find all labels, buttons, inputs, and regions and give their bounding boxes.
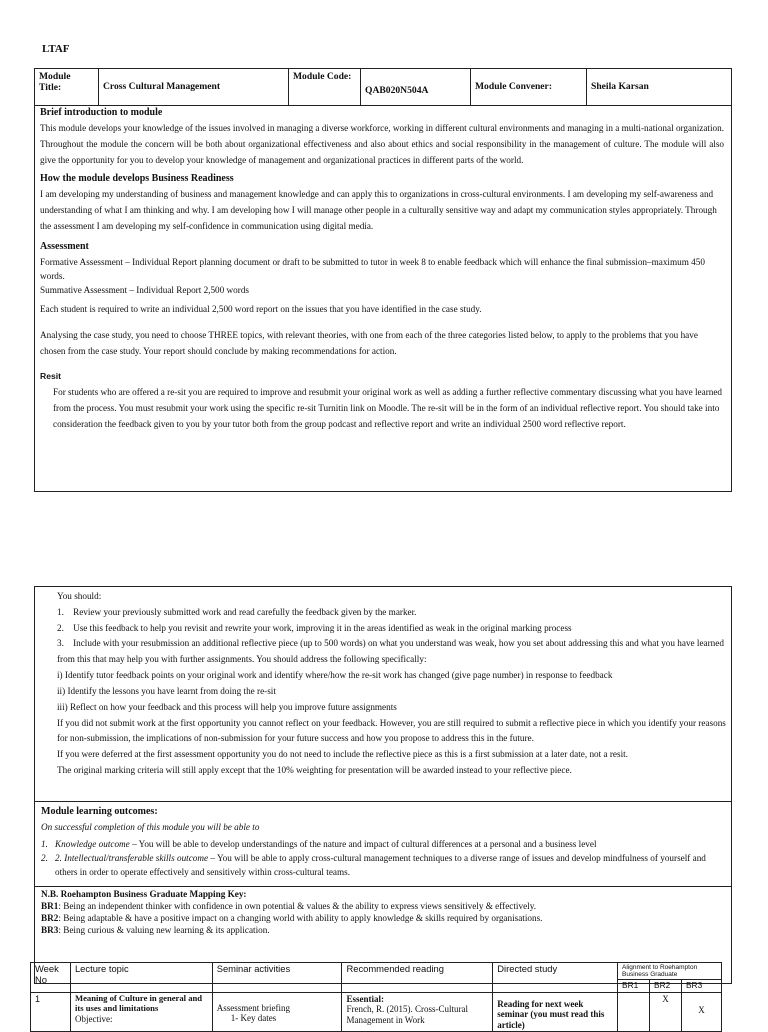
- module-header-row: [35, 69, 731, 106]
- br1-cell: [618, 992, 650, 1031]
- you-should-intro: You should:: [57, 591, 102, 601]
- intro-heading: Brief introduction to module: [40, 107, 163, 118]
- outcome-number: 1.: [41, 839, 48, 850]
- seminar-activity: Assessment briefing: [216, 1002, 290, 1013]
- doc-label: LTAF: [42, 43, 70, 55]
- mapping-item: [41, 913, 725, 925]
- outcome-title: Knowledge outcome: [55, 839, 130, 850]
- outcome-text: – You will be able to apply cross-cultural management techniques to a diverse range of issues and develop mindfulness of yourself and others in order to operate effectively and sensitively within cross-cultural teams.: [55, 853, 706, 878]
- mapping-text: : Being adaptable & have a positive impact on a changing world with ability to apply knowledge & skills required by organisations.: [58, 912, 543, 923]
- mapping-item: [41, 925, 725, 937]
- intro-text: This module develops your knowledge of the issues involved in managing a diverse workforce, working in different cultural environments and managing in a multi-national organization. Throughout the module the concern will be both about organizational effectiveness and also about ethics and social responsibility in the management of culture. The module will also give the opportunity for you to develop your knowledge of management and organizational practices in different parts of the world.: [40, 123, 724, 166]
- module-body: [40, 105, 724, 432]
- item-text: Review your previously submitted work and read carefully the feedback given by the marker.: [73, 606, 417, 617]
- module-convener-value: Sheila Karsan: [591, 81, 649, 92]
- criteria-text: The original marking criteria will still apply except that the 10% weighting for presentation will be awarded instead to your reflective piece.: [57, 765, 572, 776]
- item-text: Use this feedback to help you revisit and rewrite your work, improving it in the areas identified as weak in the original marking process: [73, 622, 572, 633]
- you-should-section: [57, 589, 727, 779]
- schedule-table: [30, 962, 722, 1032]
- header-week: Week No: [31, 963, 71, 993]
- item-number: 1.: [57, 606, 64, 617]
- outcome-text: – You will be able to develop understandings of the nature and impact of cultural differences at a personal and a business level: [129, 839, 597, 850]
- br2-cell: X: [650, 992, 682, 1031]
- header-br3: BR3: [681, 980, 721, 993]
- lecture-objective: Objective:: [74, 1013, 113, 1024]
- module-title-value: Cross Cultural Management: [99, 69, 289, 105]
- outcomes-intro: On successful completion of this module you will be able to: [41, 822, 260, 832]
- mapping-heading: N.B. Roehampton Business Graduate Mapping Key:: [41, 889, 247, 899]
- header-reading: Recommended reading: [342, 963, 493, 993]
- mapping-code: BR3: [41, 924, 59, 935]
- header-directed: Directed study: [493, 963, 618, 993]
- lecture-cell: [70, 992, 212, 1031]
- lecture-topic: Meaning of Culture in general and its uses and limitations: [74, 992, 203, 1013]
- mapping-text: : Being an independent thinker with confidence in own potential & values & the ability to express views sensitively & effectively.: [58, 900, 536, 911]
- module-info-box: [34, 68, 732, 492]
- readiness-heading: How the module develops Business Readiness: [40, 173, 234, 185]
- header-seminar: Seminar activities: [212, 963, 342, 993]
- item-number: 3.: [57, 638, 64, 649]
- seminar-cell: [212, 992, 342, 1031]
- no-submit-text: If you did not submit work at the first opportunity you cannot reflect on your feedback. However, you are still required to submit a reflective piece in which you identify your reasons for non-submission, the implications of non-submission for your future success and how you propose to address this in the future.: [57, 717, 726, 744]
- learning-outcomes-section: [35, 801, 731, 887]
- mapping-code: BR1: [41, 900, 59, 911]
- resit-instructions-box: [34, 586, 732, 984]
- module-convener-label: Module Convener:: [471, 69, 587, 105]
- item-text: Include with your resubmission an additional reflective piece (up to 500 words) on what you understand was weak, how you set about addressing this and what you have learned from this that may help you with further assignments. You should address the following specifically:: [57, 638, 724, 665]
- mapping-key-section: [41, 889, 725, 937]
- resit-heading: Resit: [40, 371, 62, 382]
- outcomes-heading: Module learning outcomes:: [41, 806, 158, 817]
- deferred-text: If you were deferred at the first assessment opportunity you do not need to include the reflective piece as this is a first submission at a later date, not a resit.: [57, 749, 628, 760]
- sub-item: iii) Reflect on how your feedback and this process will help you improve future assignments: [57, 701, 397, 712]
- header-br1: BR1: [618, 980, 650, 993]
- outcome-title: 2. Intellectual/transferable skills outcome: [55, 853, 209, 864]
- module-title-label: Module Title:: [35, 69, 99, 105]
- mapping-code: BR2: [41, 912, 59, 923]
- mapping-item: [41, 901, 725, 913]
- analysing-text: Analysing the case study, you need to choose THREE topics, with relevant theories, with one from each of the three categories listed below, to apply to the problems that you have chosen from the case study. Your report should conclude by making recommendations for action.: [40, 329, 698, 356]
- br3-cell: X: [681, 992, 721, 1031]
- week-number: 1: [31, 992, 71, 1031]
- formative-assessment: Formative Assessment – Individual Report planning document or draft to be submitted to tutor in week 8 to enable feedback which will enhance the final submission–maximum 450 words.: [40, 256, 705, 282]
- you-should-item: [57, 621, 727, 637]
- header-lecture: Lecture topic: [70, 963, 212, 993]
- module-code-value: QAB020N504A: [361, 69, 471, 105]
- table-row: [31, 992, 722, 1031]
- resit-text: For students who are offered a re-sit you are required to improve and resubmit your original work as well as adding a further reflective commentary discussing what you have learned from the process. You must resubmit your work using the specific re-sit Turnitin link on Moodle. The re-sit will be in the form of an individual reflective report. You should take into consideration the feedback given to you by your tutor both from the group podcast and reflective report and write an individual 2500 word reflective report.: [53, 387, 723, 430]
- directed-study: Reading for next week seminar (you must read this article): [493, 992, 618, 1031]
- outcome-number: 2.: [41, 853, 48, 864]
- sub-item: i) Identify tutor feedback points on your original work and identify where/how the re-sit work has changed (give page number) in response to feedback: [57, 670, 613, 681]
- you-should-item: [57, 605, 727, 621]
- reading-text: French, R. (2015). Cross-Cultural Management in Work: [346, 1004, 468, 1025]
- item-number: 2.: [57, 622, 64, 633]
- schedule-header-row: [31, 963, 722, 980]
- reading-title: Essential:: [346, 993, 384, 1004]
- assessment-heading: Assessment: [40, 240, 89, 252]
- readiness-text: I am developing my understanding of business and management knowledge and can apply this to organizations in cross-cultural environments. I am developing my self-awareness and understanding of what I am thinking and why. I am developing how I will manage other people in a culturally sensitive way and adapt my communication styles appropriately. Through the assessment I am developing my self-confidence in communication using digital media.: [40, 189, 717, 232]
- sub-item: ii) Identify the lessons you have learnt from doing the re-sit: [57, 685, 276, 696]
- module-code-label: Module Code:: [289, 69, 361, 105]
- you-should-item: [57, 636, 727, 668]
- seminar-sub: 1- Key dates: [230, 1013, 277, 1024]
- mapping-text: : Being curious & valuing new learning & its application.: [58, 924, 270, 935]
- outcome-item: [41, 852, 725, 880]
- header-alignment: Alignment to Roehampton Business Graduate: [618, 963, 722, 980]
- outcome-item: [41, 838, 725, 852]
- summative-assessment: Summative Assessment – Individual Report 2,500 words: [40, 285, 250, 295]
- reading-cell: [342, 992, 493, 1031]
- header-br2: BR2: [650, 980, 682, 993]
- each-student-text: Each student is required to write an individual 2,500 word report on the issues that you have identified in the case study.: [40, 303, 482, 314]
